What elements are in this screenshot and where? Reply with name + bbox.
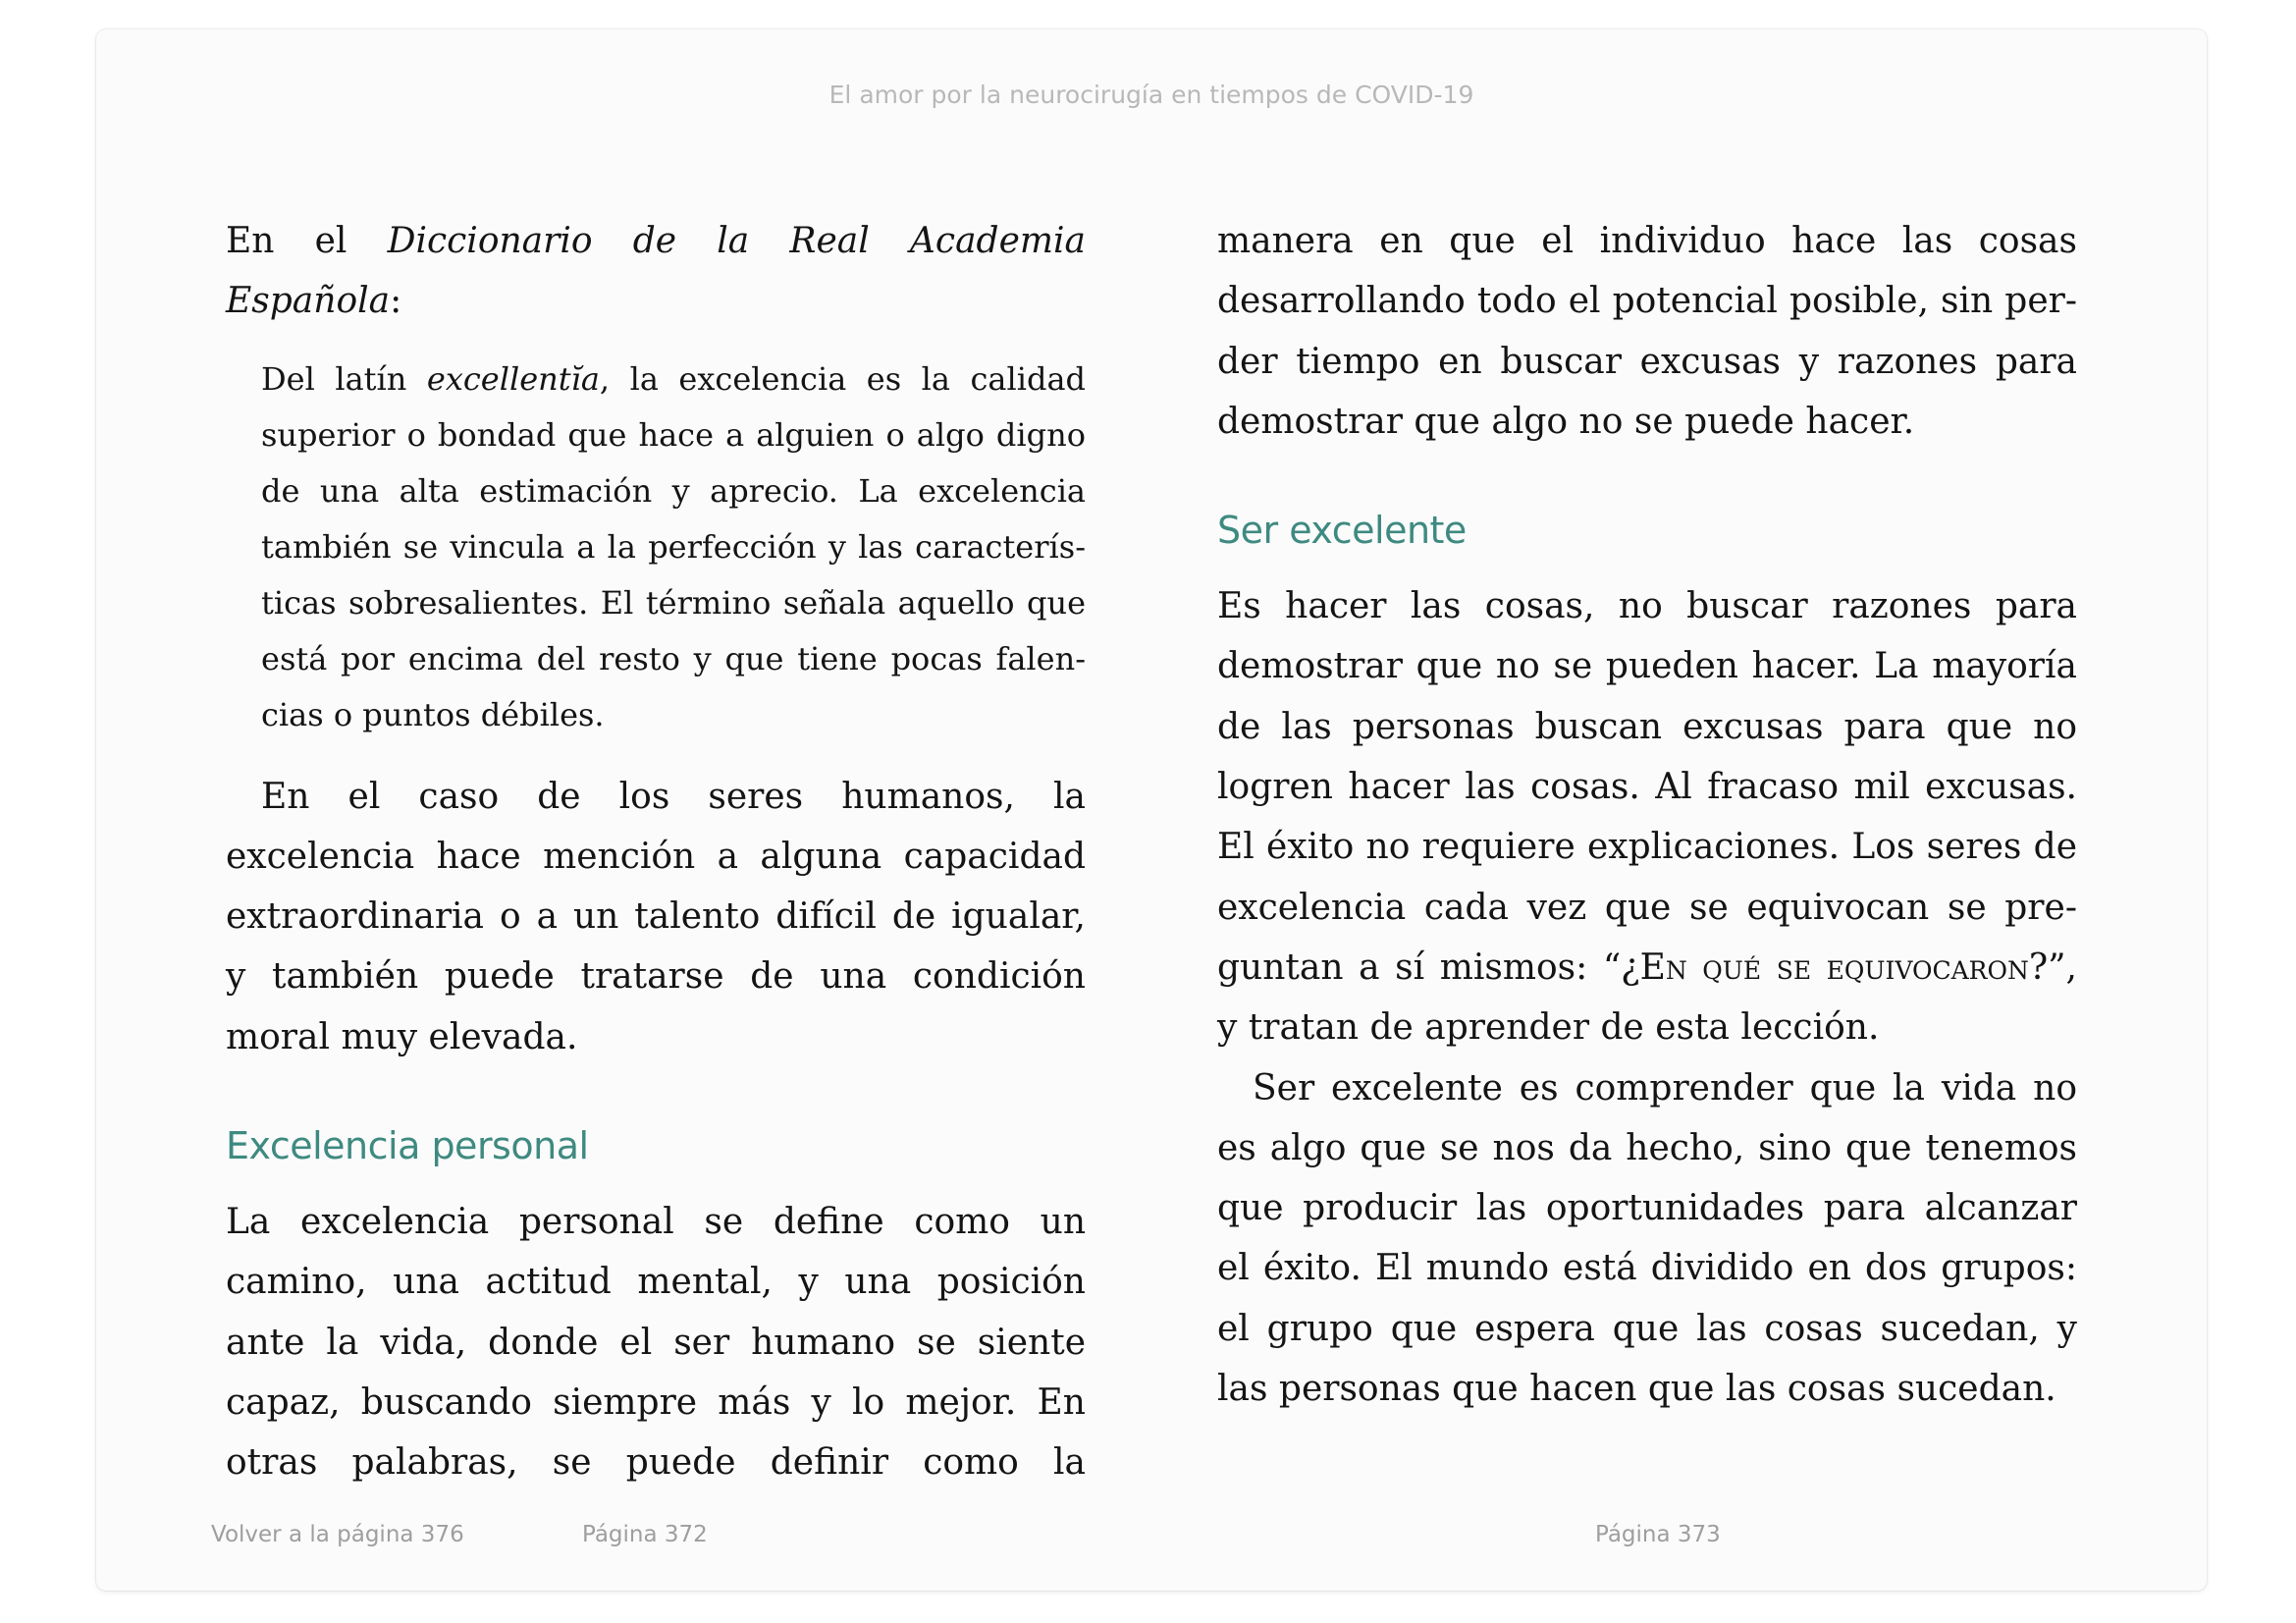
latin-term: excellentĭa — [426, 359, 600, 398]
human-excellence-paragraph: En el caso de los seres humanos, la excelencia hace mención a alguna capacidad extraordinaria o a un talento difícil de igualar, y también puede tratarse de una condición moral muy elevada. — [226, 776, 1086, 1057]
right-page-number: Página 373 — [1595, 1522, 1721, 1547]
intro-prefix: En el — [226, 221, 388, 261]
left-page-number: Página 372 — [582, 1522, 708, 1547]
personal-excellence-paragraph: La excelencia personal se define como un camino, una actitud mental, y una posición ante la vida, donde el ser humano se siente capaz, buscando siempre más y lo mejor. En otras palabras, se puede definir como la — [226, 1202, 1086, 1484]
ser-excelente-paragraph — [1217, 576, 2077, 1057]
back-to-page-link[interactable]: Volver a la página 376 — [211, 1522, 464, 1547]
quote-rest: , la excelencia es la calidad superior o bondad que hace a alguien o algo digno de una alta estimación y aprecio. La excelencia también se vincula a la perfección y las características sobresalientes. El término señala aquello que está por encima del resto y que tiene pocas falencias o puntos débiles. — [261, 359, 1087, 733]
book-spread — [96, 29, 2207, 1591]
intro-suffix: : — [390, 281, 402, 322]
section-heading-excelencia-personal: Excelencia personal — [226, 1124, 589, 1168]
quote-prefix: Del latín — [261, 359, 427, 398]
definition-quote — [261, 352, 1086, 743]
section-heading-ser-excelente: Ser excelente — [1217, 509, 1467, 553]
paragraph-start: Es hacer las cosas, no buscar razones para demostrar que no se pueden hacer. La mayoría de las personas buscan excusas para que no logren hacer las cosas. Al fracaso mil excusas. El éxito no requiere explicaciones. Los seres de excelencia cada vez que se equivocan se preguntan a sí mismos: “¿ — [1217, 586, 2077, 988]
opportunities-paragraph: Ser excelente es comprender que la vida no es algo que se nos da hecho, sino que tenemos que producir las oportunidades para alcanzar el éxito. El mundo está dividido en dos grupos: el grupo que espera que las cosas sucedan, y las personas que hacen que las cosas sucedan. — [1217, 1067, 2077, 1410]
left-page — [226, 211, 1086, 1493]
dictionary-title: Diccionario de la Real Academia Española — [226, 221, 1086, 322]
paragraph-end: ?”, y tratan de aprender de esta lección. — [1217, 947, 2077, 1049]
right-page — [1217, 211, 2077, 1419]
continued-paragraph: manera en que el individuo hace las cosas desarrollando todo el potencial posible, sin perder tiempo en buscar excusas y razones para demostrar que algo no se puede hacer. — [1217, 221, 2077, 442]
book-title: El amor por la neurocirugía en tiempos de COVID-19 — [828, 81, 1474, 109]
intro-paragraph — [226, 211, 1086, 332]
smallcaps-question: En qué se equivocaron — [1639, 947, 2029, 988]
